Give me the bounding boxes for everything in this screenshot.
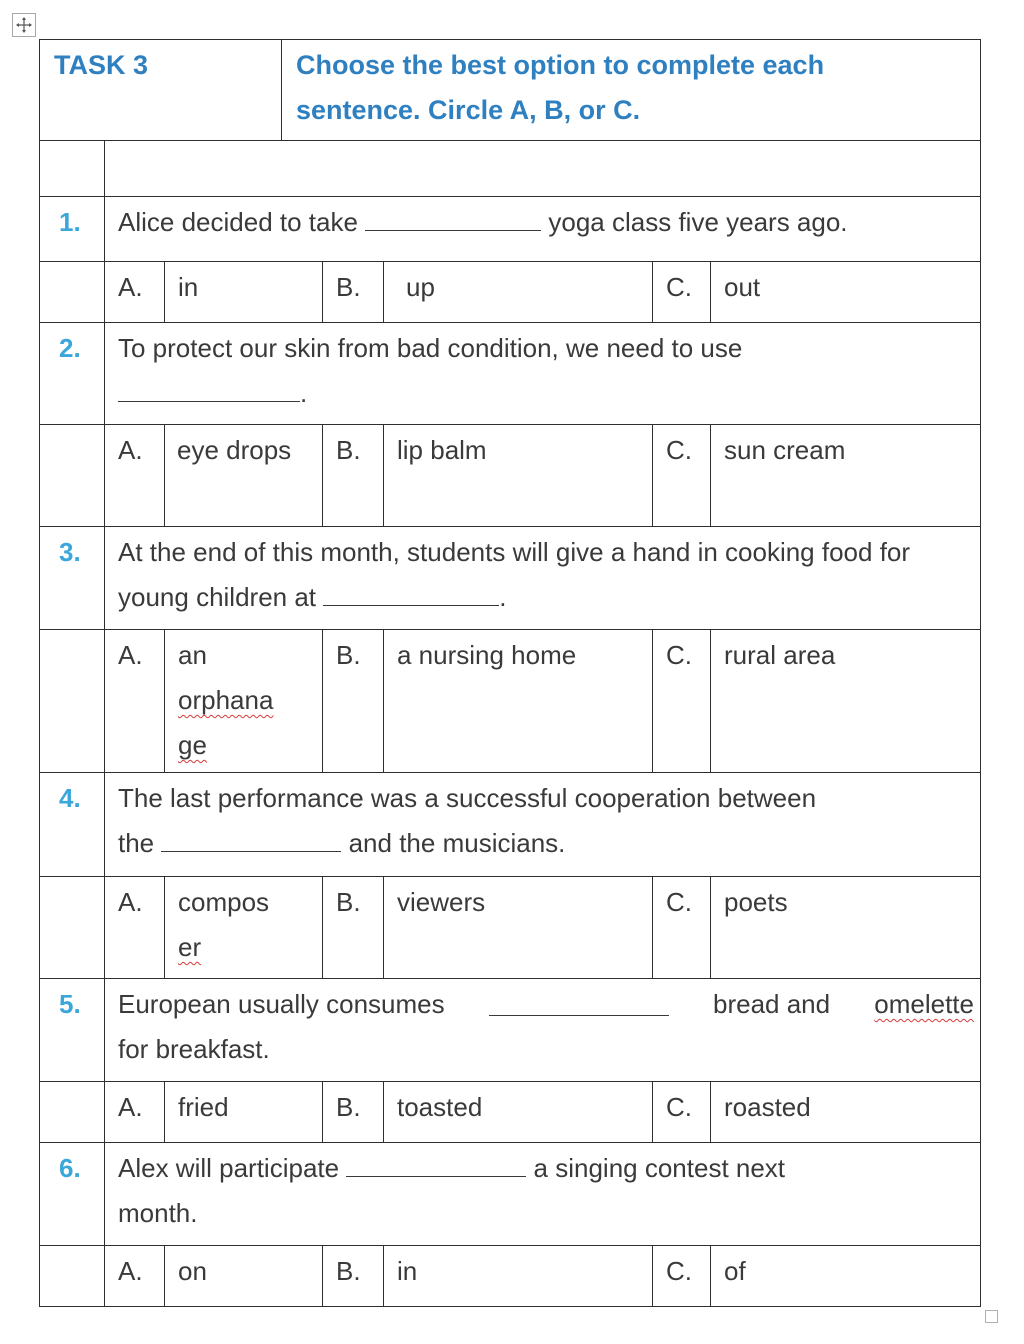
option-a-text[interactable] bbox=[164, 424, 323, 527]
option-label-text: A. bbox=[118, 1256, 143, 1286]
question-text-after: a singing contest next bbox=[526, 1153, 786, 1183]
option-c-text[interactable] bbox=[710, 876, 981, 979]
option-text: out bbox=[724, 272, 761, 302]
option-text: in bbox=[397, 1256, 418, 1286]
option-b-text[interactable] bbox=[383, 629, 653, 773]
question-text-cell bbox=[104, 322, 981, 425]
option-text: fried bbox=[178, 1092, 229, 1122]
option-c-label[interactable] bbox=[652, 876, 711, 979]
option-spacer-cell bbox=[39, 876, 105, 979]
option-a-label[interactable] bbox=[104, 1081, 165, 1143]
question-text-before: To protect our skin from bad condition, we need to use bbox=[118, 333, 743, 363]
option-a-label[interactable] bbox=[104, 1245, 165, 1307]
option-b-label[interactable] bbox=[322, 1081, 384, 1143]
question-text-line1: The last performance was a successful cooperation between bbox=[118, 783, 817, 813]
option-a-label[interactable] bbox=[104, 629, 165, 773]
empty-content-cell bbox=[104, 140, 981, 197]
option-text-line: er bbox=[178, 932, 202, 962]
option-c-text[interactable] bbox=[710, 1245, 981, 1307]
option-b-text[interactable] bbox=[383, 424, 653, 527]
question-text-cell bbox=[104, 978, 981, 1082]
question-number bbox=[39, 526, 105, 630]
option-b-label[interactable] bbox=[322, 261, 384, 323]
option-label-text: A. bbox=[118, 1092, 143, 1122]
question-number-text: 3. bbox=[59, 537, 81, 567]
answer-blank[interactable] bbox=[365, 204, 541, 231]
option-a-text[interactable] bbox=[164, 1245, 323, 1307]
question-number-text: 5. bbox=[59, 989, 81, 1019]
question-text-before: At the end of this month, students will give a hand in cooking food for young children at bbox=[118, 537, 911, 612]
question-number-text: 6. bbox=[59, 1153, 81, 1183]
question-number bbox=[39, 772, 105, 877]
table-move-handle[interactable] bbox=[12, 13, 36, 37]
option-text: of bbox=[724, 1256, 746, 1286]
option-text: eye drops bbox=[177, 435, 292, 465]
question-number bbox=[39, 1142, 105, 1246]
option-c-text[interactable] bbox=[710, 629, 981, 773]
option-b-label[interactable] bbox=[322, 629, 384, 773]
option-label-text: B. bbox=[336, 887, 361, 917]
question-number bbox=[39, 322, 105, 425]
question-text-cell bbox=[104, 772, 981, 877]
task-label-cell bbox=[39, 39, 282, 141]
option-label-text: B. bbox=[336, 435, 361, 465]
option-b-text[interactable] bbox=[383, 1245, 653, 1307]
option-spacer-cell bbox=[39, 424, 105, 527]
table-resize-handle[interactable] bbox=[985, 1310, 998, 1323]
option-label-text: C. bbox=[666, 1092, 692, 1122]
option-spacer-cell bbox=[39, 1081, 105, 1143]
task-label: TASK 3 bbox=[54, 50, 149, 80]
question-text-before: Alice decided to take bbox=[118, 207, 366, 237]
option-text: up bbox=[406, 272, 435, 302]
question-text-line2: for breakfast. bbox=[118, 1034, 270, 1064]
option-text: viewers bbox=[397, 887, 486, 917]
option-label-text: B. bbox=[336, 1092, 361, 1122]
option-text: rural area bbox=[724, 640, 836, 670]
question-text-before: the bbox=[118, 828, 162, 858]
option-text: toasted bbox=[397, 1092, 483, 1122]
option-label-text: A. bbox=[118, 640, 143, 670]
question-text-after: . bbox=[300, 378, 308, 408]
option-b-label[interactable] bbox=[322, 424, 384, 527]
option-c-label[interactable] bbox=[652, 424, 711, 527]
option-a-text[interactable] bbox=[164, 1081, 323, 1143]
option-label-text: A. bbox=[118, 887, 143, 917]
answer-blank[interactable] bbox=[323, 579, 499, 606]
option-c-text[interactable] bbox=[710, 424, 981, 527]
question-text-cell bbox=[104, 196, 981, 262]
answer-blank[interactable] bbox=[161, 825, 341, 852]
option-a-text[interactable] bbox=[164, 876, 323, 979]
option-a-label[interactable] bbox=[104, 424, 165, 527]
option-text-line: compos bbox=[178, 887, 270, 917]
question-text-cell bbox=[104, 1142, 981, 1246]
option-text: in bbox=[178, 272, 199, 302]
option-b-text[interactable] bbox=[383, 261, 653, 323]
option-label-text: B. bbox=[336, 1256, 361, 1286]
question-text-after: bread and bbox=[712, 989, 831, 1019]
question-number bbox=[39, 196, 105, 262]
question-text-after: . bbox=[499, 582, 507, 612]
question-number bbox=[39, 978, 105, 1082]
option-text-line: ge bbox=[178, 730, 207, 760]
option-b-text[interactable] bbox=[383, 1081, 653, 1143]
option-text: roasted bbox=[724, 1092, 811, 1122]
option-label-text: C. bbox=[666, 272, 692, 302]
question-text-after: yoga class five years ago. bbox=[541, 207, 848, 237]
option-label-text: B. bbox=[336, 640, 361, 670]
option-b-label[interactable] bbox=[322, 1245, 384, 1307]
question-number-text: 2. bbox=[59, 333, 81, 363]
option-label-text: A. bbox=[118, 435, 143, 465]
option-a-label[interactable] bbox=[104, 261, 165, 323]
instruction-cell bbox=[281, 39, 981, 141]
option-spacer-cell bbox=[39, 629, 105, 773]
question-number-text: 4. bbox=[59, 783, 81, 813]
option-text: sun cream bbox=[724, 435, 846, 465]
option-c-label[interactable] bbox=[652, 1081, 711, 1143]
option-c-label[interactable] bbox=[652, 261, 711, 323]
answer-blank[interactable] bbox=[346, 1150, 526, 1177]
option-a-text[interactable] bbox=[164, 629, 323, 773]
option-label-text: A. bbox=[118, 272, 143, 302]
question-text-cell bbox=[104, 526, 981, 630]
question-number-text: 1. bbox=[59, 207, 81, 237]
question-text-before: European usually consumes bbox=[118, 989, 445, 1019]
option-text-line: an bbox=[178, 640, 207, 670]
option-label-text: B. bbox=[336, 272, 361, 302]
empty-number-cell bbox=[39, 140, 105, 197]
option-text: on bbox=[178, 1256, 207, 1286]
option-a-label[interactable] bbox=[104, 876, 165, 979]
option-a-text[interactable] bbox=[164, 261, 323, 323]
question-text-line2: month. bbox=[118, 1198, 198, 1228]
option-b-label[interactable] bbox=[322, 876, 384, 979]
option-text-line: orphana bbox=[178, 685, 274, 715]
option-c-label[interactable] bbox=[652, 629, 711, 773]
option-label-text: C. bbox=[666, 640, 692, 670]
option-spacer-cell bbox=[39, 261, 105, 323]
option-label-text: C. bbox=[666, 887, 692, 917]
option-label-text: C. bbox=[666, 1256, 692, 1286]
question-text-before: Alex will participate bbox=[118, 1153, 347, 1183]
option-c-text[interactable] bbox=[710, 1081, 981, 1143]
answer-blank[interactable] bbox=[489, 989, 669, 1016]
option-b-text[interactable] bbox=[383, 876, 653, 979]
move-arrows-icon bbox=[15, 16, 33, 34]
option-spacer-cell bbox=[39, 1245, 105, 1307]
option-c-text[interactable] bbox=[710, 261, 981, 323]
option-text: poets bbox=[724, 887, 788, 917]
answer-blank[interactable] bbox=[118, 375, 300, 402]
option-label-text: C. bbox=[666, 435, 692, 465]
option-text: lip balm bbox=[397, 435, 487, 465]
question-text-word: omelette bbox=[874, 989, 974, 1019]
question-text-after: and the musicians. bbox=[341, 828, 566, 858]
option-text: a nursing home bbox=[397, 640, 577, 670]
option-c-label[interactable] bbox=[652, 1245, 711, 1307]
instruction-text: Choose the best option to complete each sentence. Circle A, B, or C. bbox=[296, 50, 825, 125]
